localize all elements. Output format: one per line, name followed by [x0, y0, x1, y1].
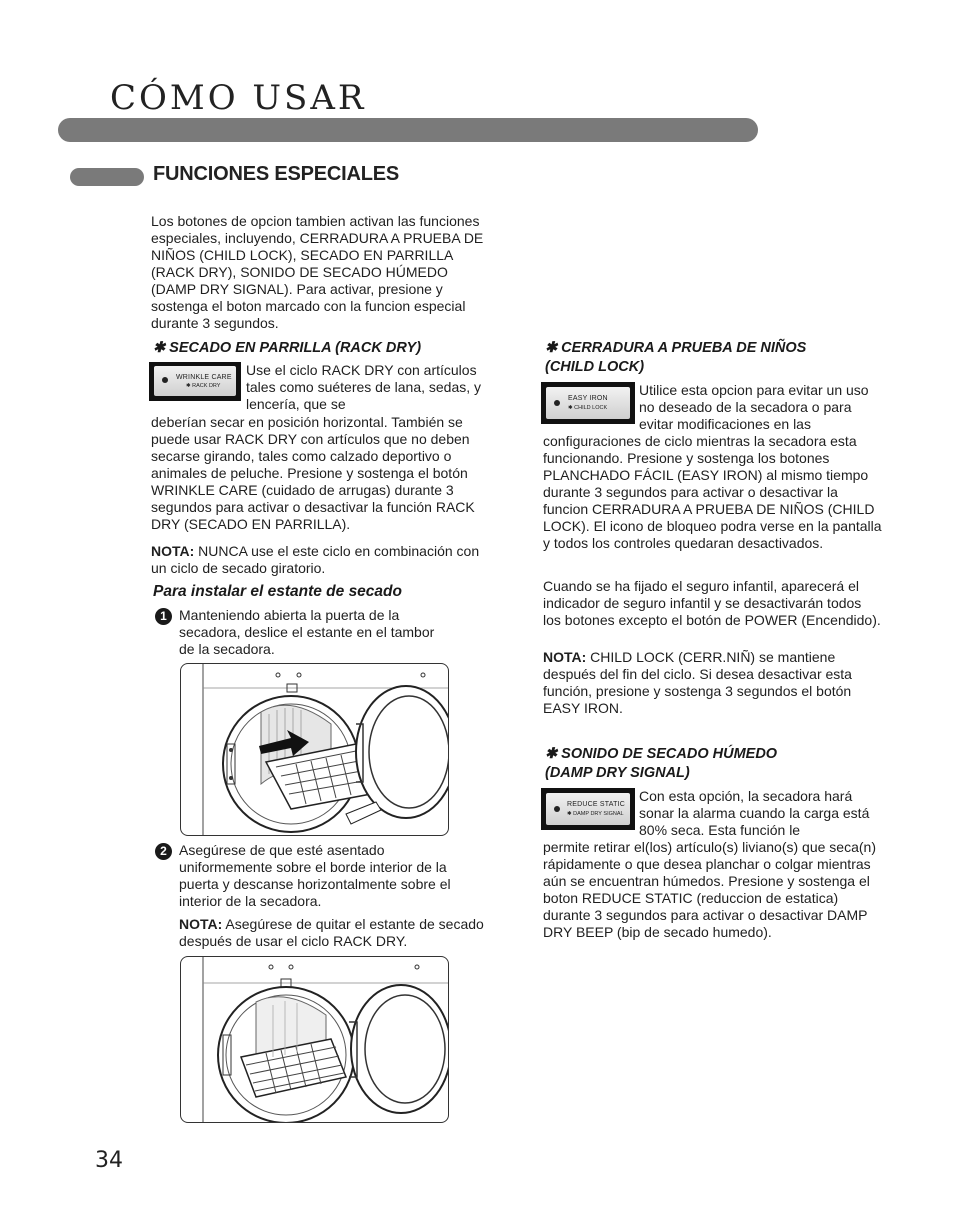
- dryer-rack-seated-drawing: [181, 957, 448, 1122]
- indicator-dot-icon: [554, 806, 560, 812]
- page-title: CÓMO USAR: [110, 78, 367, 118]
- easy-iron-button-image: [541, 382, 635, 424]
- damp-dry-heading: [545, 745, 885, 783]
- rack-dry-body-text: deberían secar en posición horizontal. También se puede usar RACK DRY con artículos que no deben secarse girando, tales como calzado deportivo o animales de peluche. Presione y sostenga el botón WRINKLE CARE (cuidado de arrugas) durante 3 segundos para activar o desactivar la función RACK DRY (SECADO EN PARRILLA).: [151, 414, 475, 532]
- step-1-text: Manteniendo abierta la puerta de la secadora, deslice el estante en el tambor de la secadora.: [179, 607, 435, 657]
- install-rack-title: Para instalar el estante de secado: [153, 583, 402, 600]
- indicator-dot-icon: [162, 377, 168, 383]
- dryer-rack-installed-illustration: [180, 956, 449, 1123]
- reduce-static-button-image: [541, 788, 635, 830]
- intro-paragraph: Los botones de opcion tambien activan las funciones especiales, incluyendo, CERRADURA A PRUEBA DE NIÑOS (CHILD LOCK), SECADO EN PARRILLA (RACK DRY), SONIDO DE SECADO HÚMEDO (DAMP DRY SIGNAL). Para activar, presione y sostenga el boton marcado con la funcion especial durante 3 segundos.: [151, 213, 484, 331]
- note-label: NOTA:: [179, 916, 223, 932]
- wrinkle-care-button-image: [149, 362, 241, 401]
- rack-dry-label: ✱ RACK DRY: [186, 383, 221, 389]
- damp-dry-heading-line1: ✱ SONIDO DE SECADO HÚMEDO: [545, 746, 778, 762]
- note-label: NOTA:: [151, 543, 195, 559]
- reduce-static-label: REDUCE STATIC: [567, 801, 625, 808]
- child-lock-note: [543, 649, 883, 717]
- rack-dry-side-text: Use el ciclo RACK DRY con artículos tales como suéteres de lana, sedas, y lencería, que se: [246, 362, 482, 412]
- step-1-number: 1: [155, 608, 172, 625]
- child-lock-label: ✱ CHILD LOCK: [568, 405, 608, 411]
- damp-dry-body-text: permite retirar el(los) artículo(s) liviano(s) que seca(n) rápidamente o que desea planchar o colgar mientras aún se encuentran húmedos. Presione y sostenga el boton REDUCE STATIC (reduccion de estatica) durante 3 segundos para activar o desactivar DAMP DRY BEEP (bip de secado humedo).: [543, 839, 876, 940]
- child-lock-heading-line2: (CHILD LOCK): [545, 359, 645, 375]
- step-2-text: Asegúrese de que esté asentado uniformemente sobre el borde interior de la puerta y descanse horizontalmente sobre el interior de la secadora.: [179, 842, 451, 909]
- page-number: 34: [95, 1148, 123, 1173]
- rack-dry-note: [151, 543, 496, 577]
- indicator-dot-icon: [554, 400, 560, 406]
- note-text: Asegúrese de quitar el estante de secado después de usar el ciclo RACK DRY.: [179, 916, 484, 949]
- step-2-number: 2: [155, 843, 172, 860]
- child-lock-heading-line1: ✱ CERRADURA A PRUEBA DE NIÑOS: [545, 340, 807, 356]
- damp-dry-signal-label: ✱ DAMP DRY SIGNAL: [567, 811, 624, 817]
- child-lock-indicator-text: Cuando se ha fijado el seguro infantil, aparecerá el indicador de seguro infantil y se desactivarán todos los botones excepto el botón de POWER (Encendido).: [543, 578, 881, 628]
- child-lock-body-text: configuraciones de ciclo mientras la secadora esta funcionando. Presione y sostenga los botones PLANCHADO FÁCIL (EASY IRON) al mismo tiempo durante 3 segundos para activar o desactivar la funcion CERRADURA A PRUEBA DE NIÑOS (CHILD LOCK). El icono de bloqueo podra verse en la pantalla y todos los controles quedaran desactivados.: [543, 433, 882, 551]
- dryer-rack-insert-illustration: [180, 663, 449, 836]
- child-lock-heading: [545, 339, 885, 377]
- dryer-open-door-drawing: [181, 664, 448, 835]
- damp-dry-side-text: Con esta opción, la secadora hará sonar la alarma cuando la carga está 80% seca. Esta función le: [639, 788, 870, 838]
- section-title: FUNCIONES ESPECIALES: [153, 163, 400, 185]
- rack-dry-heading: ✱ SECADO EN PARRILLA (RACK DRY): [153, 340, 422, 356]
- title-bar-decoration: [58, 118, 758, 142]
- note-text: CHILD LOCK (CERR.NIÑ) se mantiene después del fin del ciclo. Si desea desactivar esta función, presione y sostenga 3 segundos el botón EASY IRON.: [543, 649, 852, 716]
- section-pill-decoration: [70, 168, 144, 186]
- wrinkle-care-label: WRINKLE CARE: [176, 374, 232, 381]
- child-lock-side-text: Utilice esta opcion para evitar un uso no deseado de la secadora o para evitar modificaciones en las: [639, 382, 869, 432]
- note-text: NUNCA use el este ciclo en combinación con un ciclo de secado giratorio.: [151, 543, 480, 576]
- note-label: NOTA:: [543, 649, 587, 665]
- easy-iron-label: EASY IRON: [568, 395, 608, 402]
- step-2-note: [179, 916, 484, 950]
- damp-dry-heading-line2: (DAMP DRY SIGNAL): [545, 765, 690, 781]
